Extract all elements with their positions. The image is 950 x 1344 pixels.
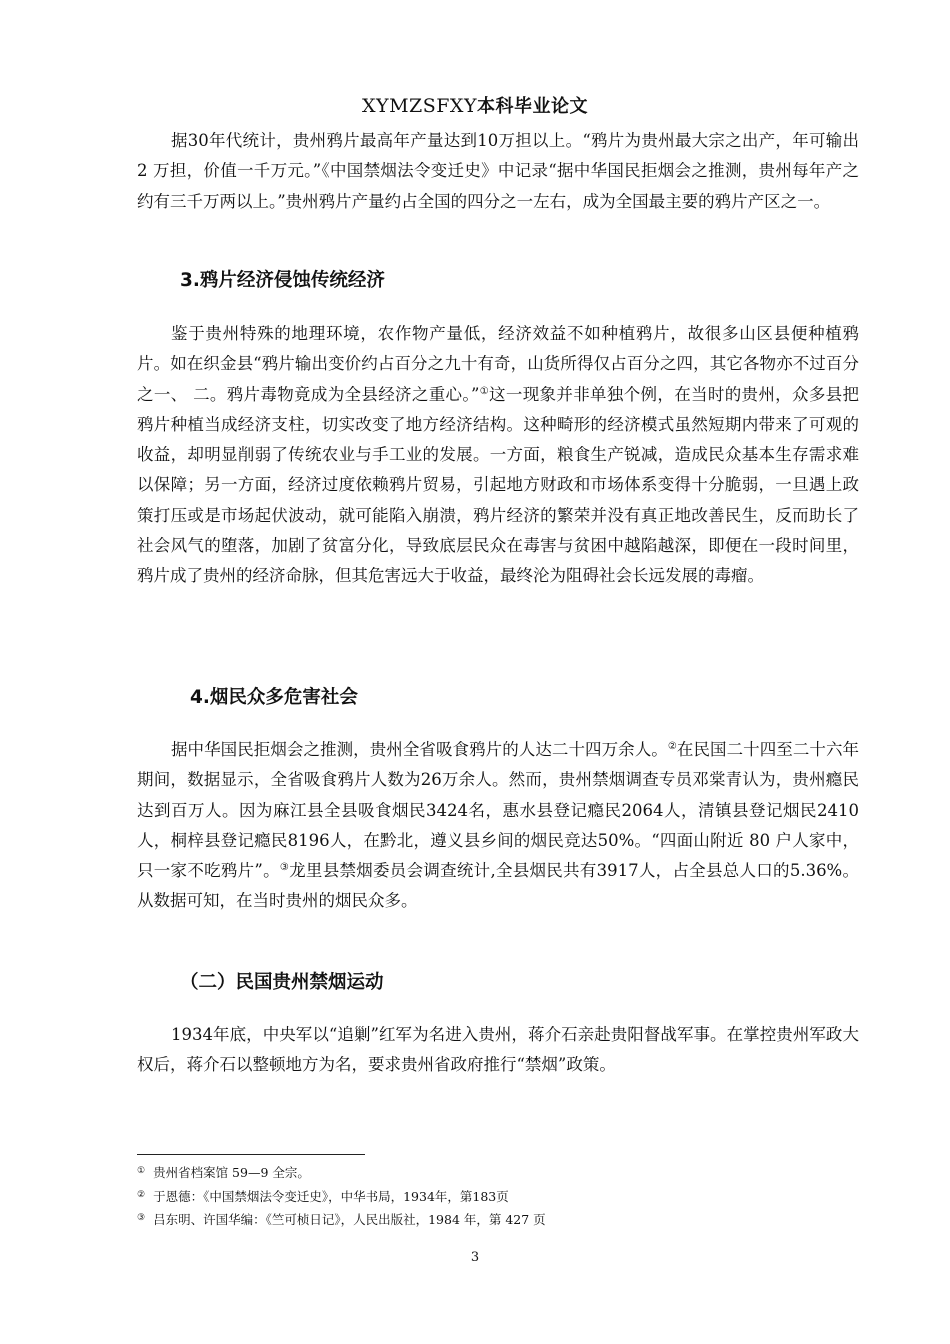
heading-opium-users: 4.烟民众多危害社会 — [190, 687, 358, 708]
paragraph-opium-users — [137, 735, 859, 917]
header-prefix: XYMZSFXY — [362, 95, 477, 117]
paragraph-ban-campaign: 1934年底，中央军以“追剿”红军为名进入贵州，蒋介石亲赴贵阳督战军事。在掌控贵州军政大权后，蒋介石以整顿地方为名，要求贵州省政府推行“禁烟”政策。 — [137, 1025, 859, 1075]
footnote-divider — [137, 1154, 365, 1155]
footnote-3 — [137, 1210, 546, 1228]
page-number: 3 — [470, 1250, 480, 1265]
header-title: 本科毕业论文 — [477, 96, 588, 117]
paragraph-opium-users-part3: 龙里县禁烟委员会调查统计,全县烟民共有3917人，占全县总人口的5.36%。从数据可知，在当时贵州的烟民众多。 — [137, 861, 860, 911]
paragraph-opium-output: 据30年代统计，贵州鸦片最高年产量达到10万担以上。“鸦片为贵州最大宗之出产，年可输出 2 万担，价值一千万元。”《中国禁烟法令变迁史》中记录“据中华国民拒烟会之推测，贵州每年产之约有三千万两以上。”贵州鸦片产量约占全国的四分之一左右，成为全国最主要的鸦片产区之一。 — [137, 131, 859, 211]
heading-section-two: （二）民国贵州禁烟运动 — [180, 972, 384, 993]
footnote-ref-3[interactable]: ③ — [279, 862, 290, 874]
heading-opium-economy: 3.鸦片经济侵蚀传统经济 — [180, 270, 385, 291]
paragraph-opium-users-part2: 在民国二十四至二十六年期间，数据显示，全省吸食鸦片人数为26万余人。然而，贵州禁烟调查专员邓棠青认为，贵州瘾民达到百万人。因为麻江县全县吸食烟民3424名，惠水县登记瘾民2064人，清镇县登记烟民2410人，桐梓县登记瘾民8196人，在黔北，遵义县乡间的烟民竞达50%。“四面山附近 80 户人家中，只一家不吃鸦片”。 — [137, 740, 860, 881]
footnote-1 — [137, 1163, 310, 1181]
footnote-mark-2: ② — [137, 1190, 146, 1200]
footnote-ref-2[interactable]: ② — [667, 741, 677, 752]
footnote-mark-3: ③ — [137, 1213, 146, 1223]
page-header — [0, 92, 950, 118]
footnote-2-text: 于恩德：《中国禁烟法令变迁史》，中华书局，1934年，第183页 — [153, 1189, 509, 1204]
footnote-ref-1[interactable]: ① — [479, 385, 490, 397]
footnote-2 — [137, 1187, 509, 1205]
paragraph-opium-economy-part2: 这一现象并非单独个例，在当时的贵州，众多县把鸦片种植当成经济支柱，切实改变了地方经济结构。这种畸形的经济模式虽然短期内带来了可观的收益，却明显削弱了传统农业与手工业的发展。一方面，粮食生产锐减，造成民众基本生存需求难以保障；另一方面，经济过度依赖鸦片贸易，引起地方财政和市场体系变得十分脆弱，一旦遇上政策打压或是市场起伏波动，就可能陷入崩溃，鸦片经济的繁荣并没有真正地改善民生，反而助长了社会风气的堕落，加剧了贫富分化，导致底层民众在毒害与贫困中越陷越深，即便在一段时间里，鸦片成了贵州的经济命脉，但其危害远大于收益，最终沦为阻碍社会长远发展的毒瘤。 — [137, 384, 860, 586]
paragraph-opium-economy-part1: 鉴于贵州特殊的地理环境，农作物产量低，经济效益不如种植鸦片，故很多山区县便种植鸦片。如在织金县“鸦片输出变价约占百分之九十有奇，山货所得仅占百分之四，其它各物亦不过百分之一、 二。鸦片毒物竟成为全县经济之重心。” — [137, 324, 859, 404]
footnote-mark-1: ① — [137, 1166, 146, 1176]
paragraph-opium-users-part1: 据中华国民拒烟会之推测，贵州全省吸食鸦片的人达二十四万余人。 — [171, 740, 668, 759]
paragraph-opium-economy — [137, 319, 859, 592]
footnote-3-text: 吕东明、许国华编：《竺可桢日记》，人民出版社，1984 年，第 427 页 — [153, 1212, 546, 1227]
footnote-1-text: 贵州省档案馆 59—9 全宗。 — [153, 1165, 310, 1180]
